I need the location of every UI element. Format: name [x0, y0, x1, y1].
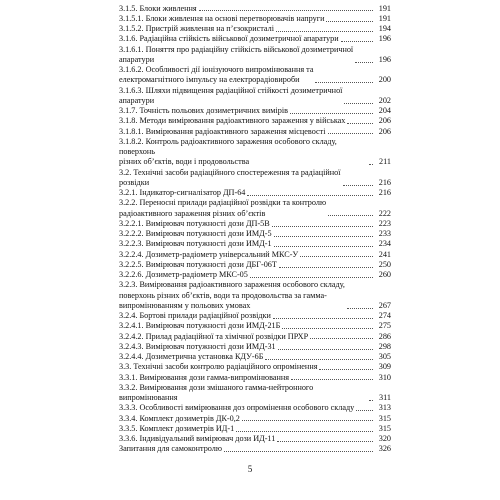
toc-dot-leader — [224, 451, 373, 452]
toc-entry-page: 223 — [378, 218, 391, 228]
toc-entry[interactable] — [119, 424, 391, 434]
toc-dot-leader — [369, 400, 373, 401]
toc-entry-title: 3.1.8. Методи вимірювання радіоактивного зараження у військах — [119, 116, 346, 126]
toc-entry-title: 3.3.2. Вимірювання дози змішаного гамма-нейтронного випромінювання — [119, 382, 314, 402]
toc-entry-title: 3.2.3. Вимірювання радіоактивного зараження особового складу, поверхонь різних об’єктів, води та продовольства за гамма- випромінюванням у польових умовах — [119, 280, 345, 310]
toc-entry-page: 310 — [378, 372, 391, 382]
toc-entry[interactable] — [119, 14, 391, 24]
toc-dot-leader — [328, 215, 373, 216]
toc-entry-page: 202 — [378, 95, 391, 105]
toc-entry-page: 313 — [378, 403, 391, 413]
toc-dot-leader — [272, 226, 373, 227]
toc-entry[interactable] — [119, 280, 391, 311]
toc-entry-title: 3.1.6.1. Поняття про радіаційну стійкість військової дозиметричної апаратури — [119, 44, 354, 64]
toc-entry[interactable] — [119, 362, 391, 372]
toc-dot-leader — [319, 369, 373, 370]
toc-entry-page: 320 — [378, 434, 391, 443]
toc-entry-page: 211 — [379, 157, 391, 167]
toc-entry[interactable] — [119, 188, 391, 198]
toc-entry-title: 3.3.4. Комплект дозиметрів ДК-0,2 — [119, 413, 240, 423]
toc-dot-leader — [343, 185, 373, 186]
toc-entry[interactable] — [119, 65, 391, 86]
toc-entry-page: 311 — [379, 393, 391, 402]
toc-dot-leader — [282, 328, 373, 329]
toc-entry-page: 286 — [378, 331, 391, 341]
toc-dot-leader — [250, 277, 373, 278]
toc-dot-leader — [291, 379, 373, 380]
toc-dot-leader — [355, 62, 373, 63]
toc-dot-leader — [356, 410, 373, 411]
toc-entry-page: 191 — [378, 13, 391, 23]
toc-entry[interactable] — [119, 4, 391, 14]
toc-entry-page: 222 — [378, 208, 391, 218]
toc-entry[interactable] — [119, 414, 391, 424]
toc-entry-title: 3.2.4.1. Вимірювач потужності дози ИМД-21Б — [119, 321, 281, 331]
toc-entry[interactable] — [119, 106, 391, 116]
toc-entry-title: Запитання для самоконтролю — [119, 444, 222, 454]
toc-entry-title: 3.2. Технічні засоби радіаційного спостереження та радіаційної розвідки — [119, 167, 341, 187]
toc-entry[interactable] — [119, 219, 391, 229]
toc-entry[interactable] — [119, 321, 391, 331]
toc-entry-page: 298 — [378, 341, 391, 351]
toc-entry-page: 250 — [378, 259, 391, 269]
toc-entry-page: 191 — [378, 3, 391, 13]
toc-entry-page: 216 — [378, 177, 391, 187]
toc-entry-page: 216 — [378, 188, 391, 197]
toc-entry-page: 241 — [378, 249, 391, 259]
toc-entry-page: 267 — [378, 300, 391, 310]
toc-entry[interactable] — [119, 229, 391, 239]
toc-dot-leader — [315, 82, 373, 83]
toc-dot-leader — [310, 338, 373, 339]
toc-entry[interactable] — [119, 127, 391, 137]
toc-entry-title: 3.3.1. Вимірювання дози гамма-випромінювання — [119, 372, 290, 382]
toc-entry-title: 3.1.5.2. Пристрій живлення на п’єзокристалі — [119, 24, 274, 33]
toc-entry-title: 3.2.2.2. Вимірювач потужності дози ИМД-5 — [119, 229, 272, 238]
toc-entry-page: 206 — [378, 116, 391, 126]
toc-dot-leader — [278, 349, 373, 350]
toc-entry[interactable] — [119, 373, 391, 383]
toc-entry-title: 3.2.2. Переносні прилади радіаційної розвідки та контролю радіоактивного зараження різних об’єктів — [119, 198, 327, 218]
toc-dot-leader — [273, 318, 373, 319]
toc-entry-title: 3.2.4. Бортові прилади радіаційної розвідки — [119, 311, 271, 320]
toc-dot-leader — [290, 113, 373, 114]
toc-dot-leader — [236, 431, 373, 432]
toc-entry[interactable] — [119, 239, 391, 249]
toc-entry[interactable] — [119, 250, 391, 260]
toc-entry[interactable] — [119, 311, 391, 321]
toc-entry-page: 309 — [378, 362, 391, 372]
toc-dot-leader — [341, 41, 373, 42]
toc-entry-page: 200 — [378, 75, 391, 85]
toc-entry-title: 3.2.4.4. Дозиметрична установка КДУ-6Б — [119, 352, 264, 361]
toc-dot-leader — [274, 246, 373, 247]
toc-dot-leader — [326, 21, 373, 22]
toc-entry-title: 3.2.4.3. Вимірювач потужності дози ИМД-31 — [119, 341, 276, 351]
toc-entry[interactable] — [119, 444, 391, 454]
toc-entry-title: 3.2.2.1. Вимірювач потужності дози ДП-5В — [119, 218, 270, 228]
toc-entry-page: 274 — [378, 311, 391, 320]
toc-dot-leader — [347, 308, 373, 309]
toc-dot-leader — [199, 10, 373, 11]
toc-entry-title: 3.3.5. Комплект дозиметрів ИД-1 — [119, 423, 235, 433]
toc-entry[interactable] — [119, 24, 391, 34]
toc-entry-title: 3.3. Технічні засоби контролю радіаційного опромінення — [119, 362, 318, 372]
toc-entry-page: 326 — [378, 444, 391, 454]
toc-entry[interactable] — [119, 332, 391, 342]
toc-entry-title: 3.1.6. Радіаційна стійкість військової дозиметричної апаратури — [119, 34, 339, 44]
toc-entry-title: 3.1.5.1. Блоки живлення на основі перетворювачів напруги — [119, 13, 325, 23]
toc-dot-leader — [276, 31, 373, 32]
toc-entry-page: 275 — [378, 321, 391, 331]
toc-entry[interactable] — [119, 45, 391, 66]
toc-entry-title: 3.2.4.2. Прилад радіаційної та хімічної розвідки ПРХР — [119, 331, 309, 341]
toc-entry-page: 260 — [378, 270, 391, 279]
table-of-contents — [119, 4, 391, 455]
toc-entry-title: 3.3.6. Індивідуальний вимірювач дози ИД-11 — [119, 434, 276, 443]
toc-entry[interactable] — [119, 270, 391, 280]
toc-dot-leader — [328, 133, 373, 134]
toc-entry[interactable] — [119, 403, 391, 413]
toc-dot-leader — [300, 256, 373, 257]
toc-entry[interactable] — [119, 342, 391, 352]
toc-entry[interactable] — [119, 260, 391, 270]
toc-entry[interactable] — [119, 352, 391, 362]
toc-entry[interactable] — [119, 434, 391, 444]
toc-entry-title: 3.3.3. Особливості вимірювання доз опромінення особового складу — [119, 403, 355, 413]
toc-dot-leader — [277, 441, 373, 442]
toc-dot-leader — [265, 359, 373, 360]
toc-entry[interactable] — [119, 168, 391, 189]
toc-entry-title: 3.1.8.2. Контроль радіоактивного зараження особового складу, поверхонь різних об’єктів, води і продовольства — [119, 136, 337, 167]
toc-entry-title: 3.1.7. Точність польових дозиметричних вимірів — [119, 106, 288, 115]
toc-dot-leader — [347, 123, 373, 124]
toc-dot-leader — [247, 195, 373, 196]
toc-entry-title: 3.2.2.4. Дозиметр-радіометр універсальний МКС-У — [119, 249, 299, 259]
toc-entry-title: 3.2.2.3. Вимірювач потужності дози ИМД-1 — [119, 239, 272, 249]
toc-entry-page: 315 — [378, 413, 391, 423]
toc-entry[interactable] — [119, 198, 391, 219]
toc-entry-page: 204 — [378, 106, 391, 115]
toc-entry-page: 234 — [378, 239, 391, 249]
toc-dot-leader — [279, 267, 373, 268]
toc-entry-page: 196 — [378, 34, 391, 44]
toc-entry[interactable] — [119, 137, 391, 168]
toc-entry-title: 3.1.6.2. Особливості дії іонізуючого випромінювання та електромагнітного імпульсу на електрорадіовироби — [119, 65, 314, 85]
toc-entry-page: 194 — [378, 24, 391, 33]
toc-entry-page: 305 — [378, 352, 391, 361]
toc-dot-leader — [344, 103, 373, 104]
toc-dot-leader — [242, 420, 373, 421]
toc-entry-title: 3.2.2.6. Дозиметр-радіометр МКС-05 — [119, 270, 248, 279]
toc-entry-page: 233 — [378, 229, 391, 238]
toc-entry-title: 3.1.5. Блоки живлення — [119, 3, 197, 13]
toc-entry[interactable] — [119, 383, 391, 404]
toc-entry-title: 3.1.8.1. Вимірювання радіоактивного зараження місцевості — [119, 126, 326, 136]
toc-dot-leader — [369, 164, 373, 165]
toc-entry-page: 196 — [378, 54, 391, 64]
toc-entry-title: 3.2.1. Індикатор-сигналізатор ДП-64 — [119, 188, 246, 197]
page-number: 5 — [247, 464, 253, 474]
toc-entry[interactable] — [119, 86, 391, 107]
toc-entry-title: 3.1.6.3. Шляхи підвищення радіаційної стійкості дозиметричної апаратури — [119, 85, 343, 105]
toc-entry[interactable] — [119, 116, 391, 126]
toc-entry[interactable] — [119, 34, 391, 44]
toc-entry-page: 315 — [378, 423, 391, 433]
toc-dot-leader — [274, 236, 373, 237]
toc-entry-page: 206 — [378, 126, 391, 136]
toc-entry-title: 3.2.2.5. Вимірювач потужності дози ДБГ-06Т — [119, 259, 277, 269]
